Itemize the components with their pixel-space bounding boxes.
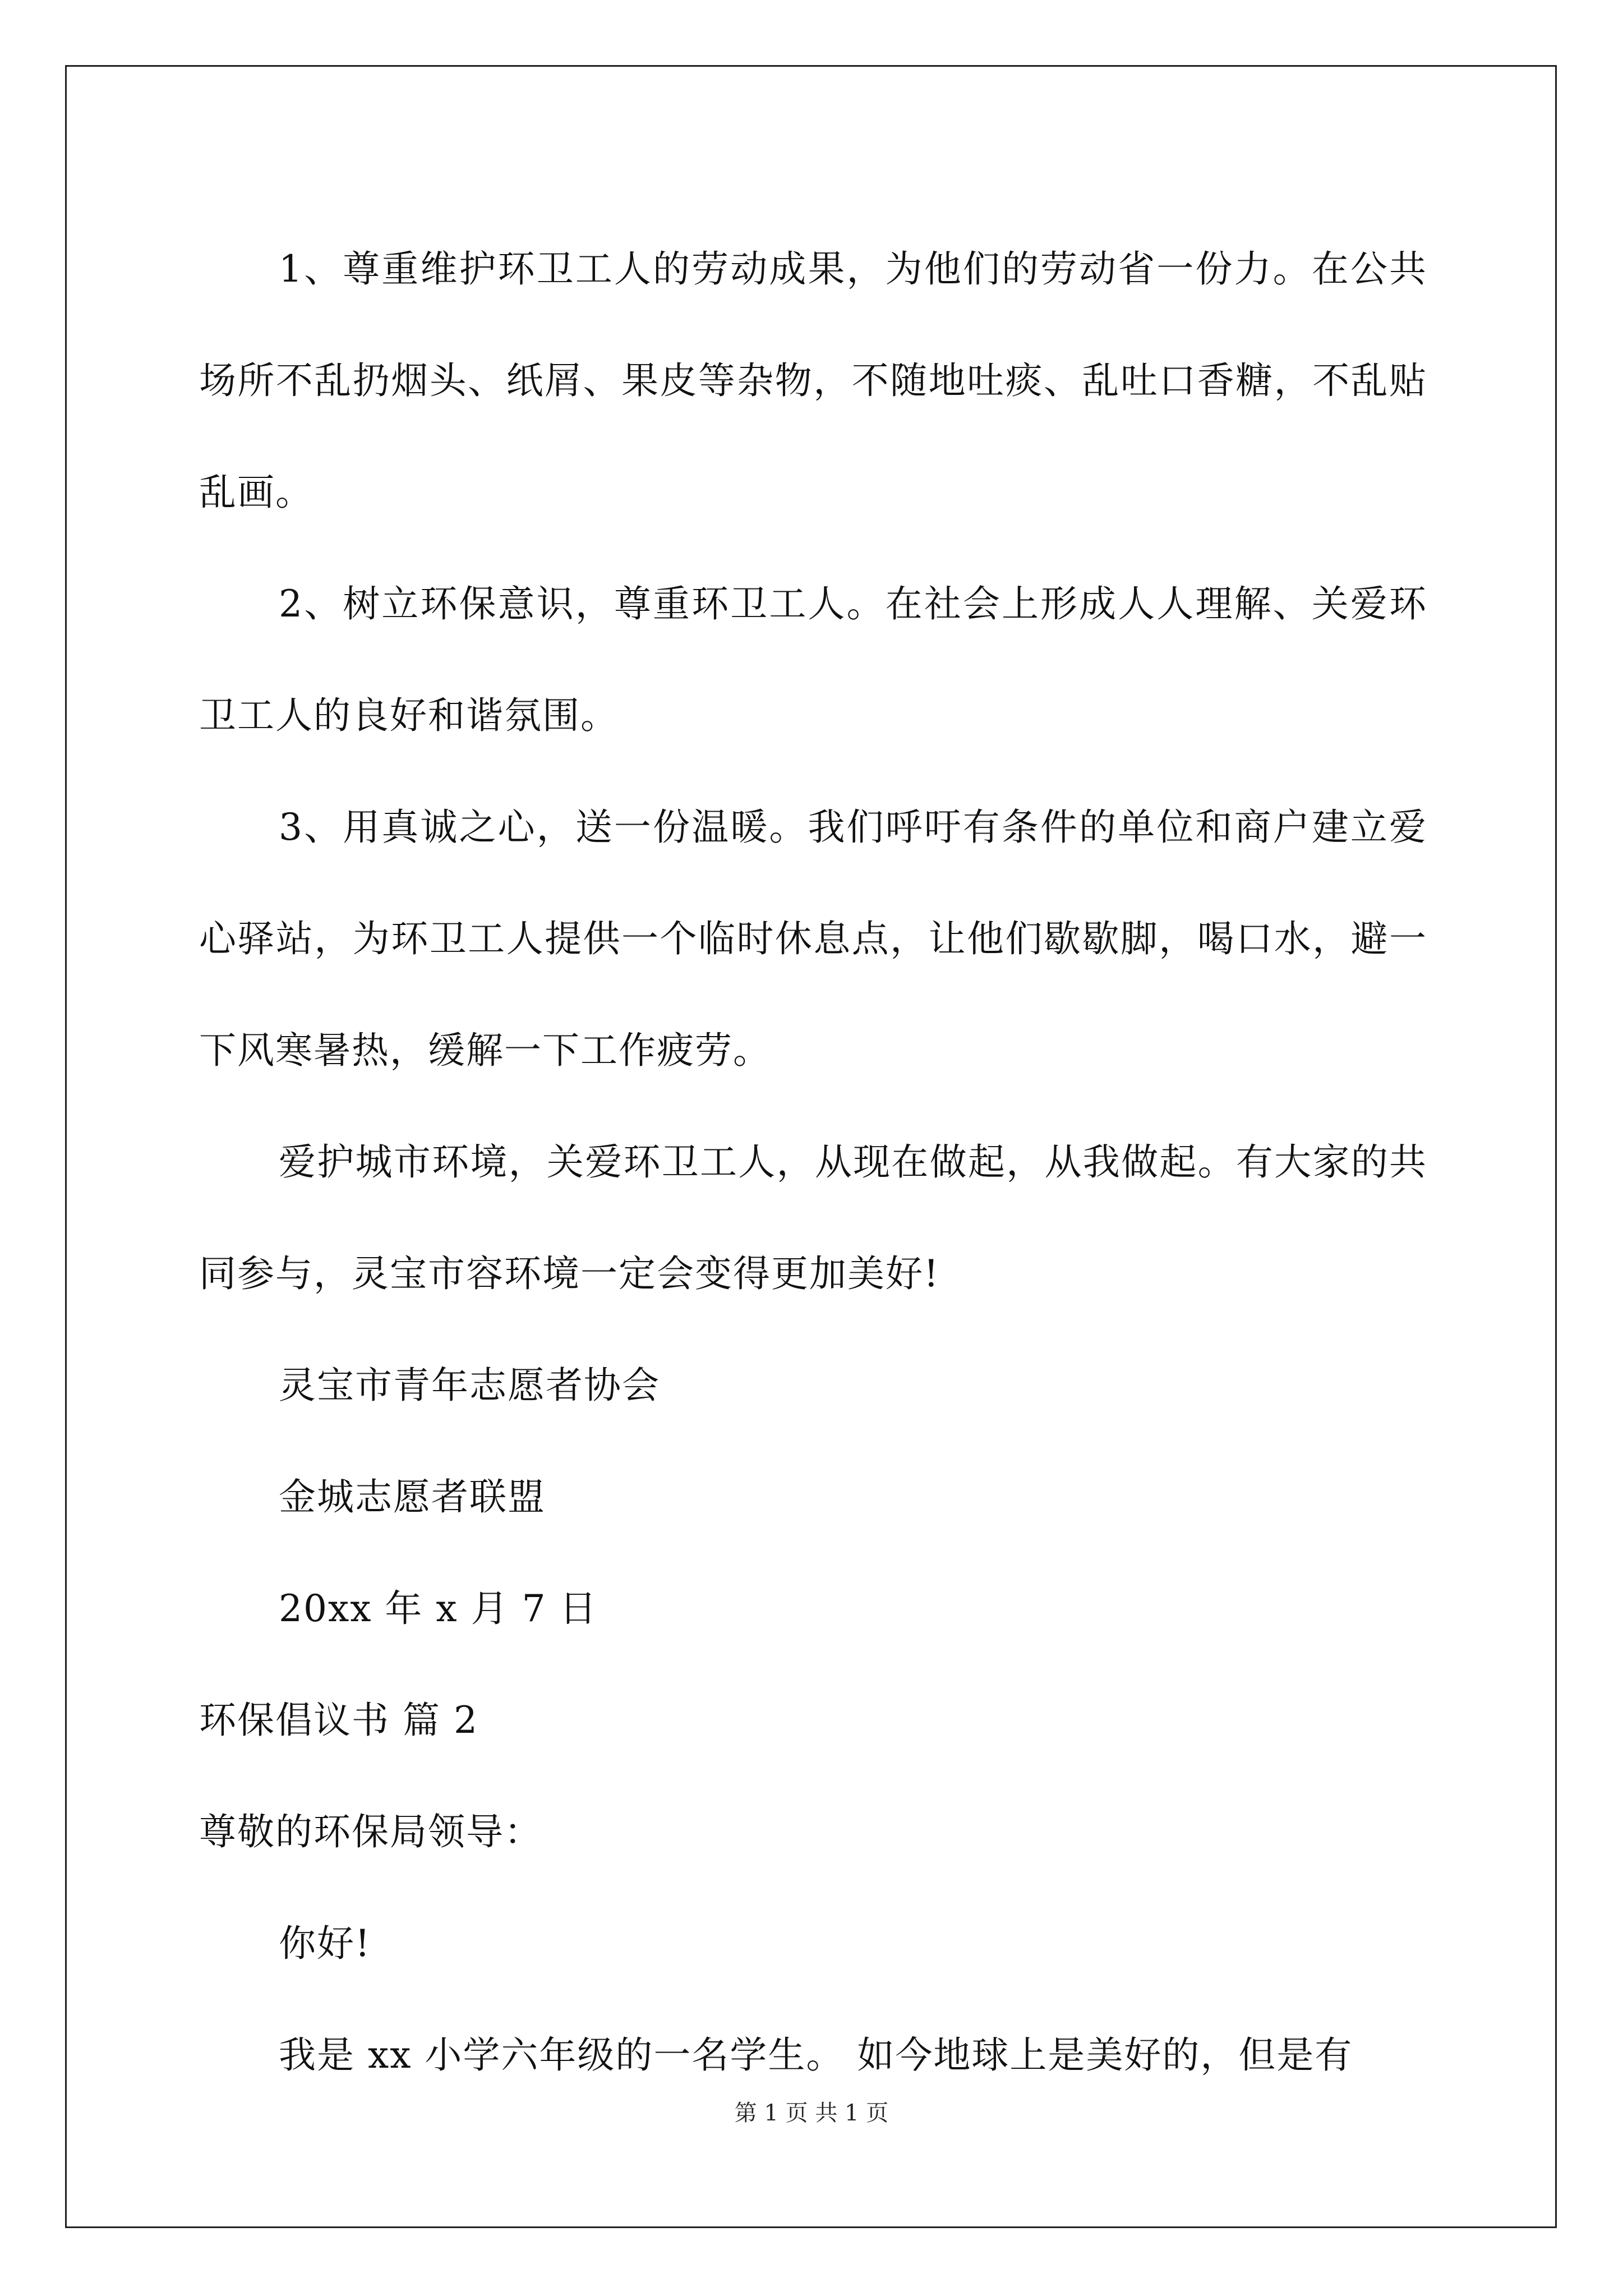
signature-date: 20xx 年 x 月 7 日: [279, 1587, 598, 1630]
salutation: 尊敬的环保局领导：: [199, 1810, 542, 1853]
paragraph-point-3: 3、用真诚之心，送一份温暖。我们呼吁有条件的单位和商户建立爱心驿站，为环卫工人提供一个临时休息点，让他们歇歇脚，喝口水，避一下风寒暑热，缓解一下工作疲劳。: [199, 806, 1427, 1072]
signature-organization-2: 金城志愿者联盟: [279, 1475, 546, 1519]
section-title: 环保倡议书 篇 2: [199, 1699, 478, 1742]
document-body: [199, 213, 1427, 2111]
signature-organization-1: 灵宝市青年志愿者协会: [279, 1364, 660, 1407]
paragraph-closing: 爱护城市环境，关爱环卫工人，从现在做起，从我做起。有大家的共同参与，灵宝市容环境一定会变得更加美好!: [199, 1140, 1427, 1295]
paragraph-point-1: 1、尊重维护环卫工人的劳动成果，为他们的劳动省一份力。在公共场所不乱扔烟头、纸屑、果皮等杂物，不随地吐痰、乱吐口香糖，不乱贴乱画。: [199, 247, 1427, 514]
page-number-footer: 第 1 页 共 1 页: [734, 2100, 889, 2126]
greeting: 你好!: [279, 1922, 371, 1965]
letter-body-start: 我是 xx 小学六年级的一名学生。 如今地球上是美好的，但是有: [279, 2033, 1353, 2077]
paragraph-point-2: 2、树立环保意识，尊重环卫工人。在社会上形成人人理解、关爱环卫工人的良好和谐氛围。: [199, 582, 1427, 737]
